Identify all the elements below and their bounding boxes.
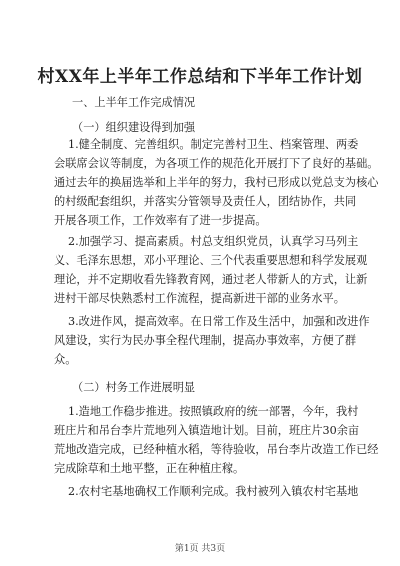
paragraph-line: 众。 [54,353,77,366]
page-footer: 第1页 共3页 [174,544,226,554]
paragraph-line: 2.农村宅基地确权工作顺利完成。我村被列入镇农村宅基地 [68,485,359,498]
paragraph-line: 的村级配套组织，并落实分管领导及责任人，团结协作，共同 [54,195,357,208]
paragraph-line: 2.加强学习、提高素质。村总支组织党员，认真学习马列主 [68,235,359,248]
paragraph-line: 3.改进作风，提高效率。在日常工作及生活中，加强和改进作 [68,315,370,328]
paragraph-line: 义、毛泽东思想，邓小平理论、三个代表重要思想和科学发展观 [54,254,368,267]
paragraph-line: 会联席会议等制度，为各项工作的规范化开展打下了良好的基础。 [54,157,379,170]
paragraph-line: 荒地改造完成，已经种植水稻，等待验收，吊台李片改造工作已经 [54,443,379,456]
paragraph-line: 通过去年的换届选举和上半年的努力，我村已形成以党总支为核心 [54,176,379,189]
paragraph-line: 1.健全制度、完善组织。制定完善村卫生、档案管理、两委 [68,138,359,151]
paragraph-line: 风建设，实行为民办事全程代理制，提高办事效率，方便了群 [54,334,357,347]
subsection-heading-1: （一）组织建设得到加强 [72,121,196,134]
document-title: 村XX年上半年工作总结和下半年工作计划 [37,67,363,87]
subsection-heading-2: （二）村务工作进展明显 [72,381,196,394]
paragraph-line: 理论，并不定期收看先锋教育网，通过老人带新人的方式，让新 [54,273,368,286]
paragraph-line: 完成除草和土地平整，正在种植庄稼。 [54,462,245,475]
paragraph-line: 开展各项工作，工作效率有了进一步提高。 [54,214,267,227]
section-heading-1: 一、上半年工作完成情况 [72,96,196,109]
paragraph-line: 进村干部尽快熟悉村工作流程，提高新进干部的业务水平。 [54,292,345,305]
paragraph-line: 班庄片和吊台李片荒地列入镇造地计划。目前，班庄片30余亩 [54,424,360,437]
paragraph-line: 1.造地工作稳步推进。按照镇政府的统一部署，今年，我村 [68,405,359,418]
